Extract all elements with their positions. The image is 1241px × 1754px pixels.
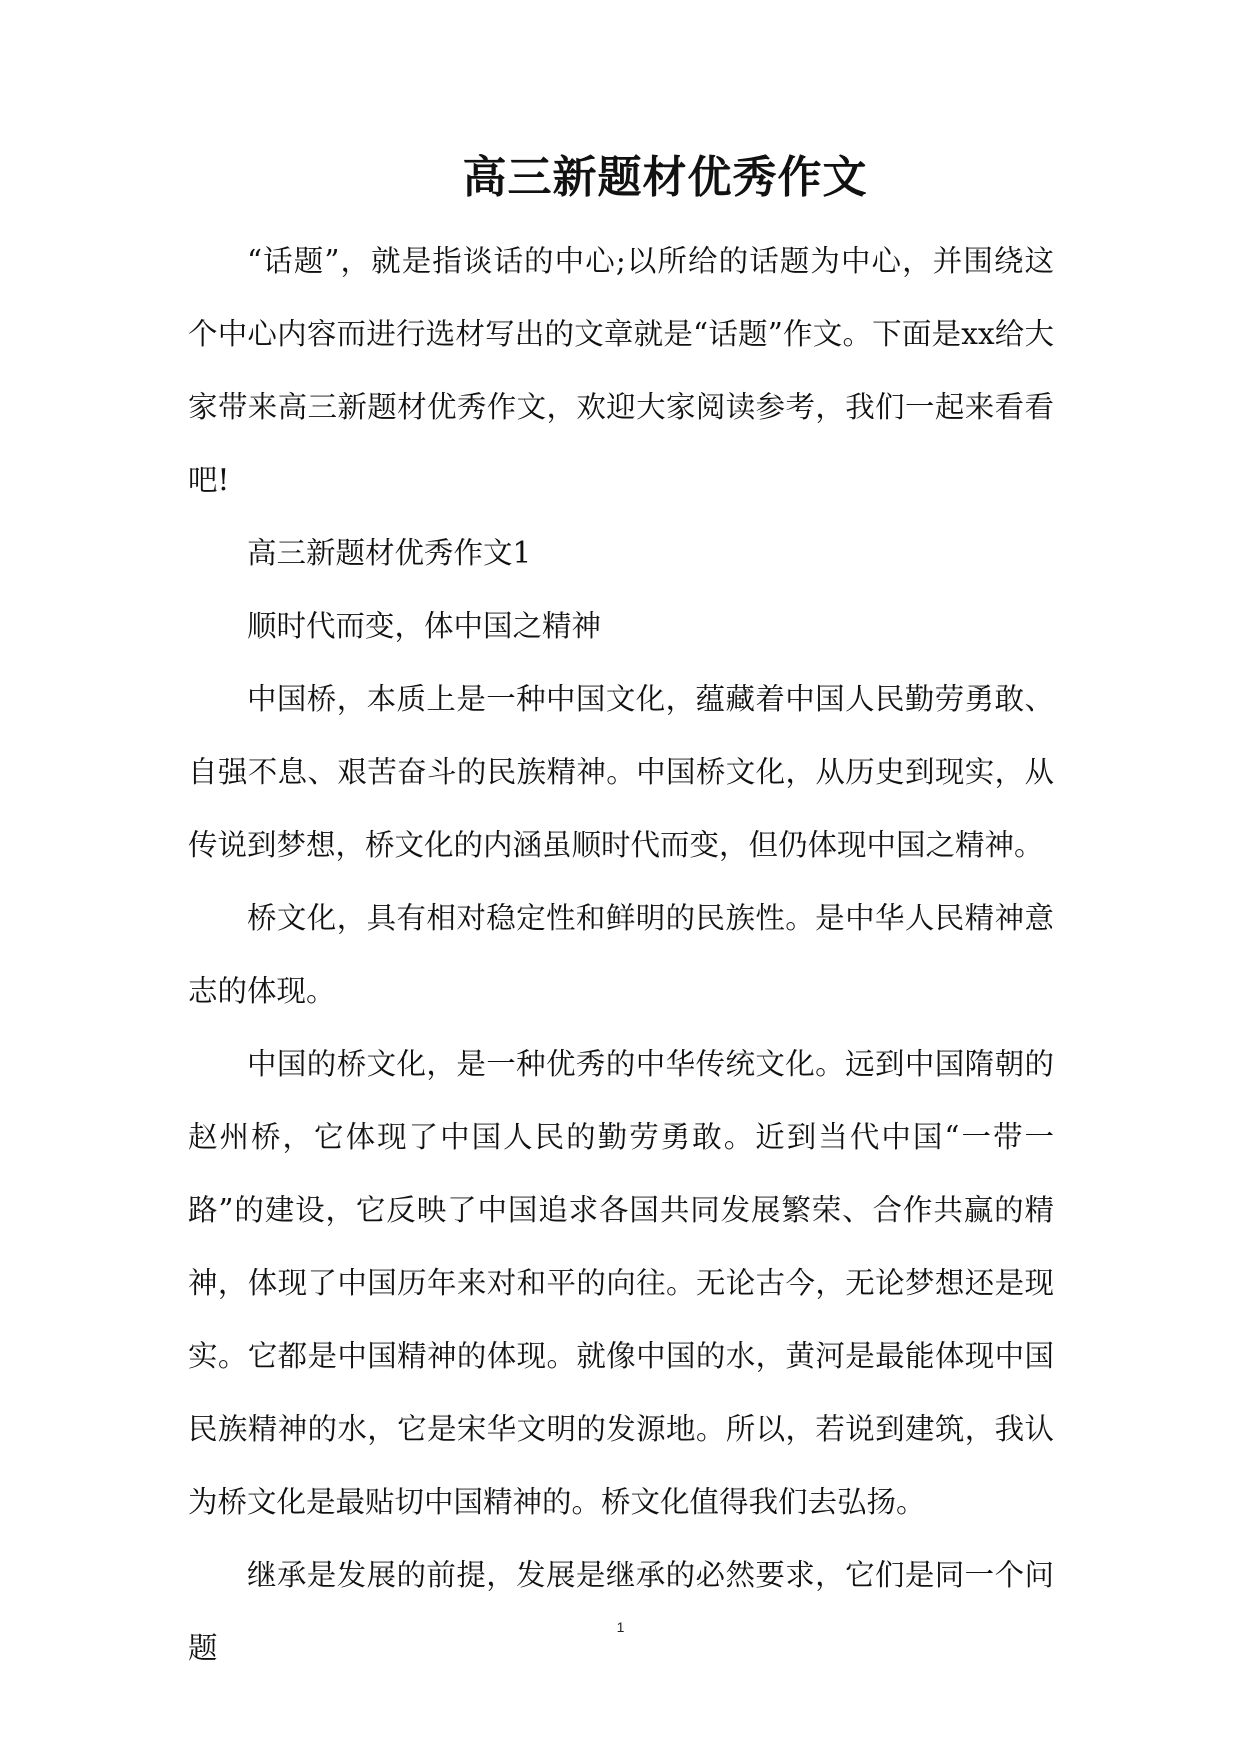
paragraph-body: 中国桥，本质上是一种中国文化，蕴藏着中国人民勤劳勇敢、自强不息、艰苦奋斗的民族精神。中国桥文化，从历史到现实，从传说到梦想，桥文化的内涵虽顺时代而变，但仍体现中国之精神。 [188, 682, 1054, 862]
paragraph-essay-subtitle: 顺时代而变，体中国之精神 [247, 609, 602, 643]
page-number: 1 [616, 1619, 625, 1635]
paragraph-body: 中国的桥文化，是一种优秀的中华传统文化。远到中国隋朝的赵州桥，它体现了中国人民的勤劳勇敢。近到当代中国“一带一路”的建设，它反映了中国追求各国共同发展繁荣、合作共赢的精神，体现了中国历年来对和平的向往。无论古今，无论梦想还是现实。它都是中国精神的体现。就像中国的水，黄河是最能体现中国民族精神的水，它是宋华文明的发源地。所以，若说到建筑，我认为桥文化是最贴切中国精神的。桥文化值得我们去弘扬。 [188, 1047, 1054, 1519]
paragraph-intro: “话题”，就是指谈话的中心;以所给的话题为中心，并围绕这个中心内容而进行选材写出的文章就是“话题”作文。下面是xx给大家带来高三新题材优秀作文，欢迎大家阅读参考，我们一起来看看吧! [188, 244, 1054, 497]
document-title: 高三新题材优秀作文 [462, 152, 868, 203]
paragraph-body: 桥文化，具有相对稳定性和鲜明的民族性。是中华人民精神意志的体现。 [188, 901, 1054, 1008]
paragraph-essay-heading: 高三新题材优秀作文1 [247, 536, 532, 570]
document-body [188, 225, 1054, 1685]
paragraph-body: 继承是发展的前提，发展是继承的必然要求，它们是同一个问题 [188, 1558, 1054, 1665]
